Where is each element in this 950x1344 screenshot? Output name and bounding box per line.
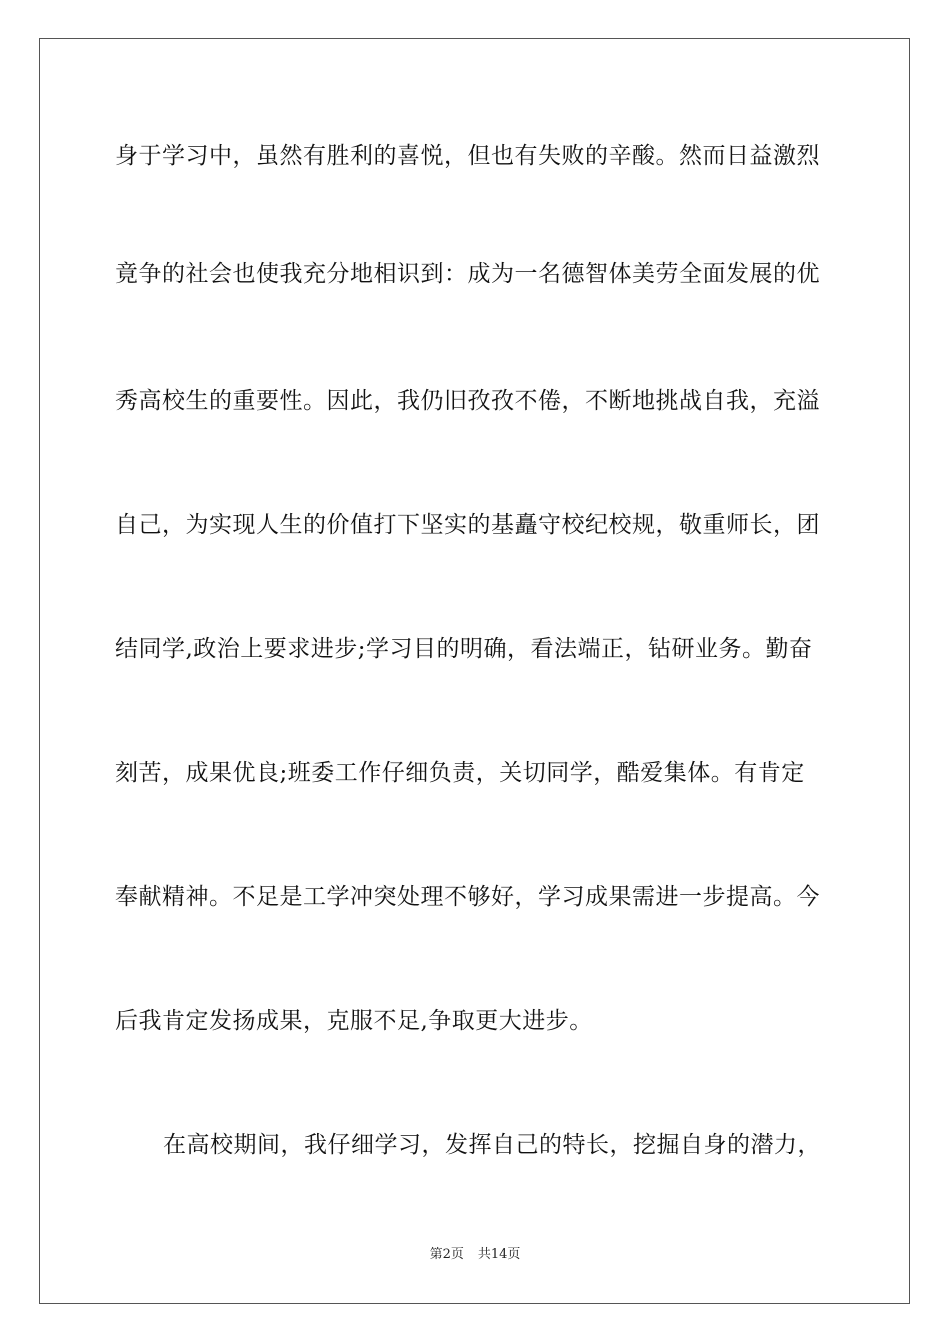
page-total: 共14页: [477, 1247, 521, 1262]
paragraph-start-line: 在高校期间，我仔细学习，发挥自己的特长，挖掘自身的潜力，: [163, 1132, 821, 1158]
body-text-line: 自己，为实现人生的价值打下坚实的基矗守校纪校规，敬重师长，团: [115, 512, 820, 538]
body-text-line: 身于学习中，虽然有胜利的喜悦，但也有失败的辛酸。然而日益激烈: [115, 143, 820, 169]
body-text-line: 竟争的社会也使我充分地相识到：成为一名德智体美劳全面发展的优: [115, 261, 820, 287]
page-frame: [39, 38, 910, 1304]
page-footer: [0, 1246, 950, 1264]
page-number: 第2页: [429, 1247, 464, 1262]
body-text-line: 刻苦，成果优良;班委工作仔细负责，关切同学，酷爱集体。有肯定: [115, 760, 805, 786]
body-text-line: 奉献精神。不足是工学冲突处理不够好，学习成果需进一步提高。今: [115, 884, 820, 910]
body-text-line: 后我肯定发扬成果，克服不足,争取更大进步。: [115, 1008, 593, 1034]
body-text-line: 结同学,政治上要求进步;学习目的明确，看法端正，钻研业务。勤奋: [115, 636, 813, 662]
body-text-line: 秀高校生的重要性。因此，我仍旧孜孜不倦，不断地挑战自我，充溢: [115, 388, 820, 414]
